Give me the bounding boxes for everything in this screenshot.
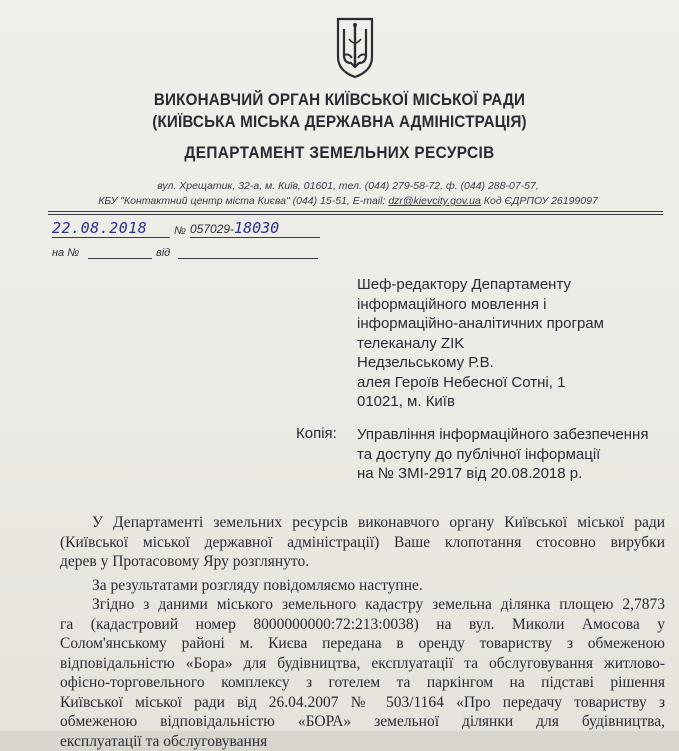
paragraph-1 xyxy=(60,513,665,572)
paragraph-3 xyxy=(60,595,665,751)
reply-number-blank xyxy=(88,258,152,259)
body-line: Солом'янському районі м. Києва передана в оренду товариству з обмеженою xyxy=(60,634,665,654)
body-line: експлуатації та обслуговування xyxy=(60,732,665,751)
addressee-line: 01021, м. Київ xyxy=(357,392,667,412)
body-line: За результатами розгляду повідомляємо наступне. xyxy=(60,576,665,596)
addressee-line: Недзельському Р.В. xyxy=(357,353,667,373)
addressee-line: Шеф-редактору Департаменту xyxy=(357,275,667,295)
edrpou-code: Код ЄДРПОУ 26199097 xyxy=(484,195,598,207)
contact-line-2 xyxy=(48,195,648,207)
organization-name: ВИКОНАВЧИЙ ОРГАН КИЇВСЬКОЇ МІСЬКОЇ РАДИ xyxy=(27,91,652,110)
copy-label: Копія: xyxy=(296,425,337,442)
registration-no-label: № xyxy=(174,225,186,237)
body-line: га (кадастровий номер 8000000000:72:213:0038) на вул. Миколи Амосова у xyxy=(60,615,665,635)
letter-body xyxy=(60,513,665,751)
addressee-line: інформаційного мовлення і xyxy=(357,295,667,315)
registration-number-prefix: 057029- xyxy=(190,222,234,236)
body-line: дерев у Протасовому Яру розглянуто. xyxy=(60,552,665,572)
body-line: У Департаменті земельних ресурсів виконавчого органу Київської міської ради xyxy=(60,513,665,533)
paragraph-2 xyxy=(60,576,665,596)
reply-from-label: від xyxy=(156,247,170,259)
addressee-block xyxy=(357,275,667,412)
contact-center: КБУ "Контактний центр міста Києва" (044) 15-51, E-mail: xyxy=(98,195,385,207)
registration-number xyxy=(190,219,320,238)
copy-line: Управління інформаційного забезпечення xyxy=(357,425,667,445)
reply-to-label: на № xyxy=(52,247,79,259)
organization-subtitle: (КИЇВСЬКА МІСЬКА ДЕРЖАВНА АДМІНІСТРАЦІЯ) xyxy=(27,113,652,132)
registration-date: 22.08.2018 xyxy=(52,219,170,238)
copy-line: та доступу до публічної інформації xyxy=(357,445,667,465)
body-line: Згідно з даними міського земельного кадастру земельна ділянка площею 2,7873 xyxy=(60,595,665,615)
body-line: (Київської міської державної адміністрації) Ваше клопотання стосовно вирубки xyxy=(60,533,665,553)
body-line: офісно-торговельного комплексу з готелем та паркінгом на підставі рішення xyxy=(60,673,665,693)
email-link[interactable]: dzr@kievcity.gov.ua xyxy=(388,195,481,207)
copy-recipient xyxy=(357,425,667,484)
body-line: обмеженою відповідальністю «БОРА» земельної ділянки для будівництва, xyxy=(60,712,665,732)
copy-line: на № ЗМІ-2917 від 20.08.2018 р. xyxy=(357,464,667,484)
body-line: відповідальністю «Бора» для будівництва, експлуатації та обслуговування житлово- xyxy=(60,654,665,674)
ukraine-trident-emblem xyxy=(335,17,375,79)
addressee-line: алея Героїв Небесної Сотні, 1 xyxy=(357,373,667,393)
reply-date-blank xyxy=(178,258,318,259)
registration-number-handwritten: 18030 xyxy=(234,219,279,237)
header-rule xyxy=(48,211,663,212)
addressee-line: телеканалу ZIK xyxy=(357,334,667,354)
body-line: Київської міської ради від 26.04.2007 № 503/1164 «Про передачу товариству з xyxy=(60,693,665,713)
contact-address: вул. Хрещатик, 32-а, м. Київ, 01601, тел. (044) 279-58-72, ф. (044) 288-07-57, xyxy=(48,180,648,192)
department-name: ДЕПАРТАМЕНТ ЗЕМЕЛЬНИХ РЕСУРСІВ xyxy=(24,144,655,163)
header-rule-thin xyxy=(48,214,663,215)
addressee-line: інформаційно-аналітичних програм xyxy=(357,314,667,334)
